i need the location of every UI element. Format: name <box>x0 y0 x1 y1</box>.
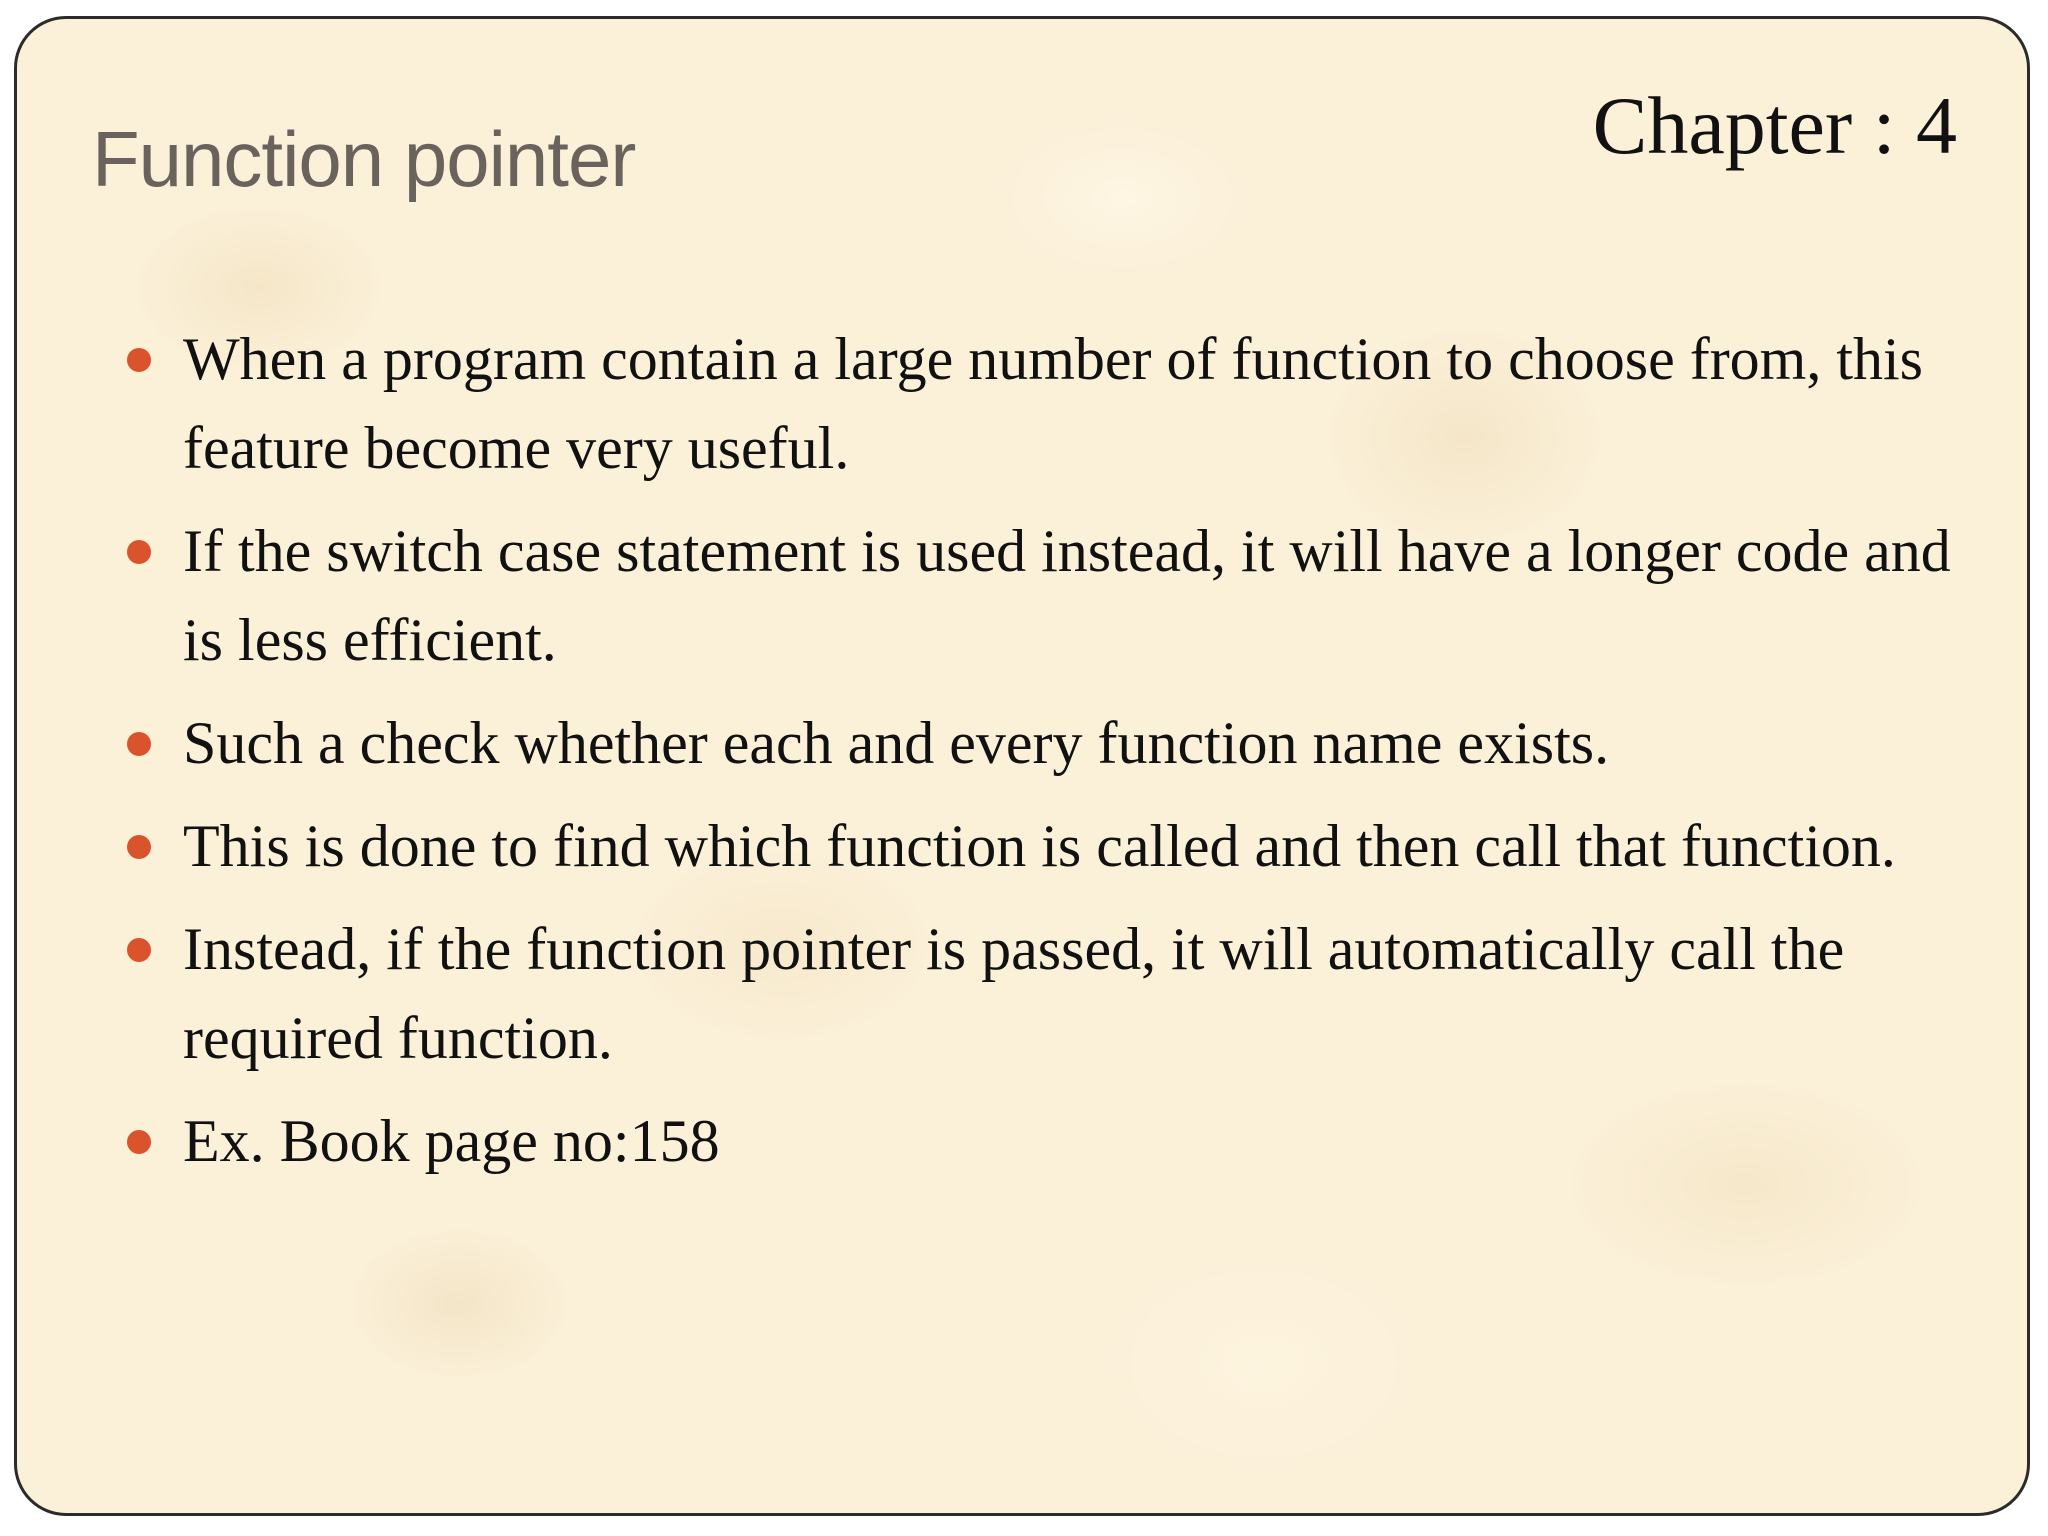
bullet-dot-icon <box>127 348 151 372</box>
bullet-item <box>127 507 1987 685</box>
bullet-item <box>127 905 1987 1083</box>
bullet-dot-icon <box>127 732 151 756</box>
bullet-text: Instead, if the function pointer is passed, it will automatically call the required function. <box>183 916 1845 1071</box>
bullet-item <box>127 1097 1987 1186</box>
bullet-text: Such a check whether each and every function name exists. <box>183 710 1610 776</box>
slide-title: Function pointer <box>92 115 636 203</box>
bullet-item <box>127 315 1987 493</box>
bullet-text: Ex. Book page no:158 <box>183 1108 720 1174</box>
chapter-label: Chapter : 4 <box>1592 80 1957 171</box>
bullet-text: When a program contain a large number of function to choose from, this feature become very useful. <box>183 326 1924 481</box>
bullet-dot-icon <box>127 835 151 859</box>
bullet-dot-icon <box>127 1130 151 1154</box>
slide <box>14 16 2030 1516</box>
bullet-text: If the switch case statement is used instead, it will have a longer code and is less efficient. <box>183 518 1951 673</box>
bullet-text: This is done to find which function is called and then call that function. <box>183 813 1896 879</box>
bullet-item <box>127 802 1987 891</box>
bullet-list <box>127 315 1987 1200</box>
bullet-item <box>127 699 1987 788</box>
bullet-dot-icon <box>127 938 151 962</box>
bullet-dot-icon <box>127 540 151 564</box>
